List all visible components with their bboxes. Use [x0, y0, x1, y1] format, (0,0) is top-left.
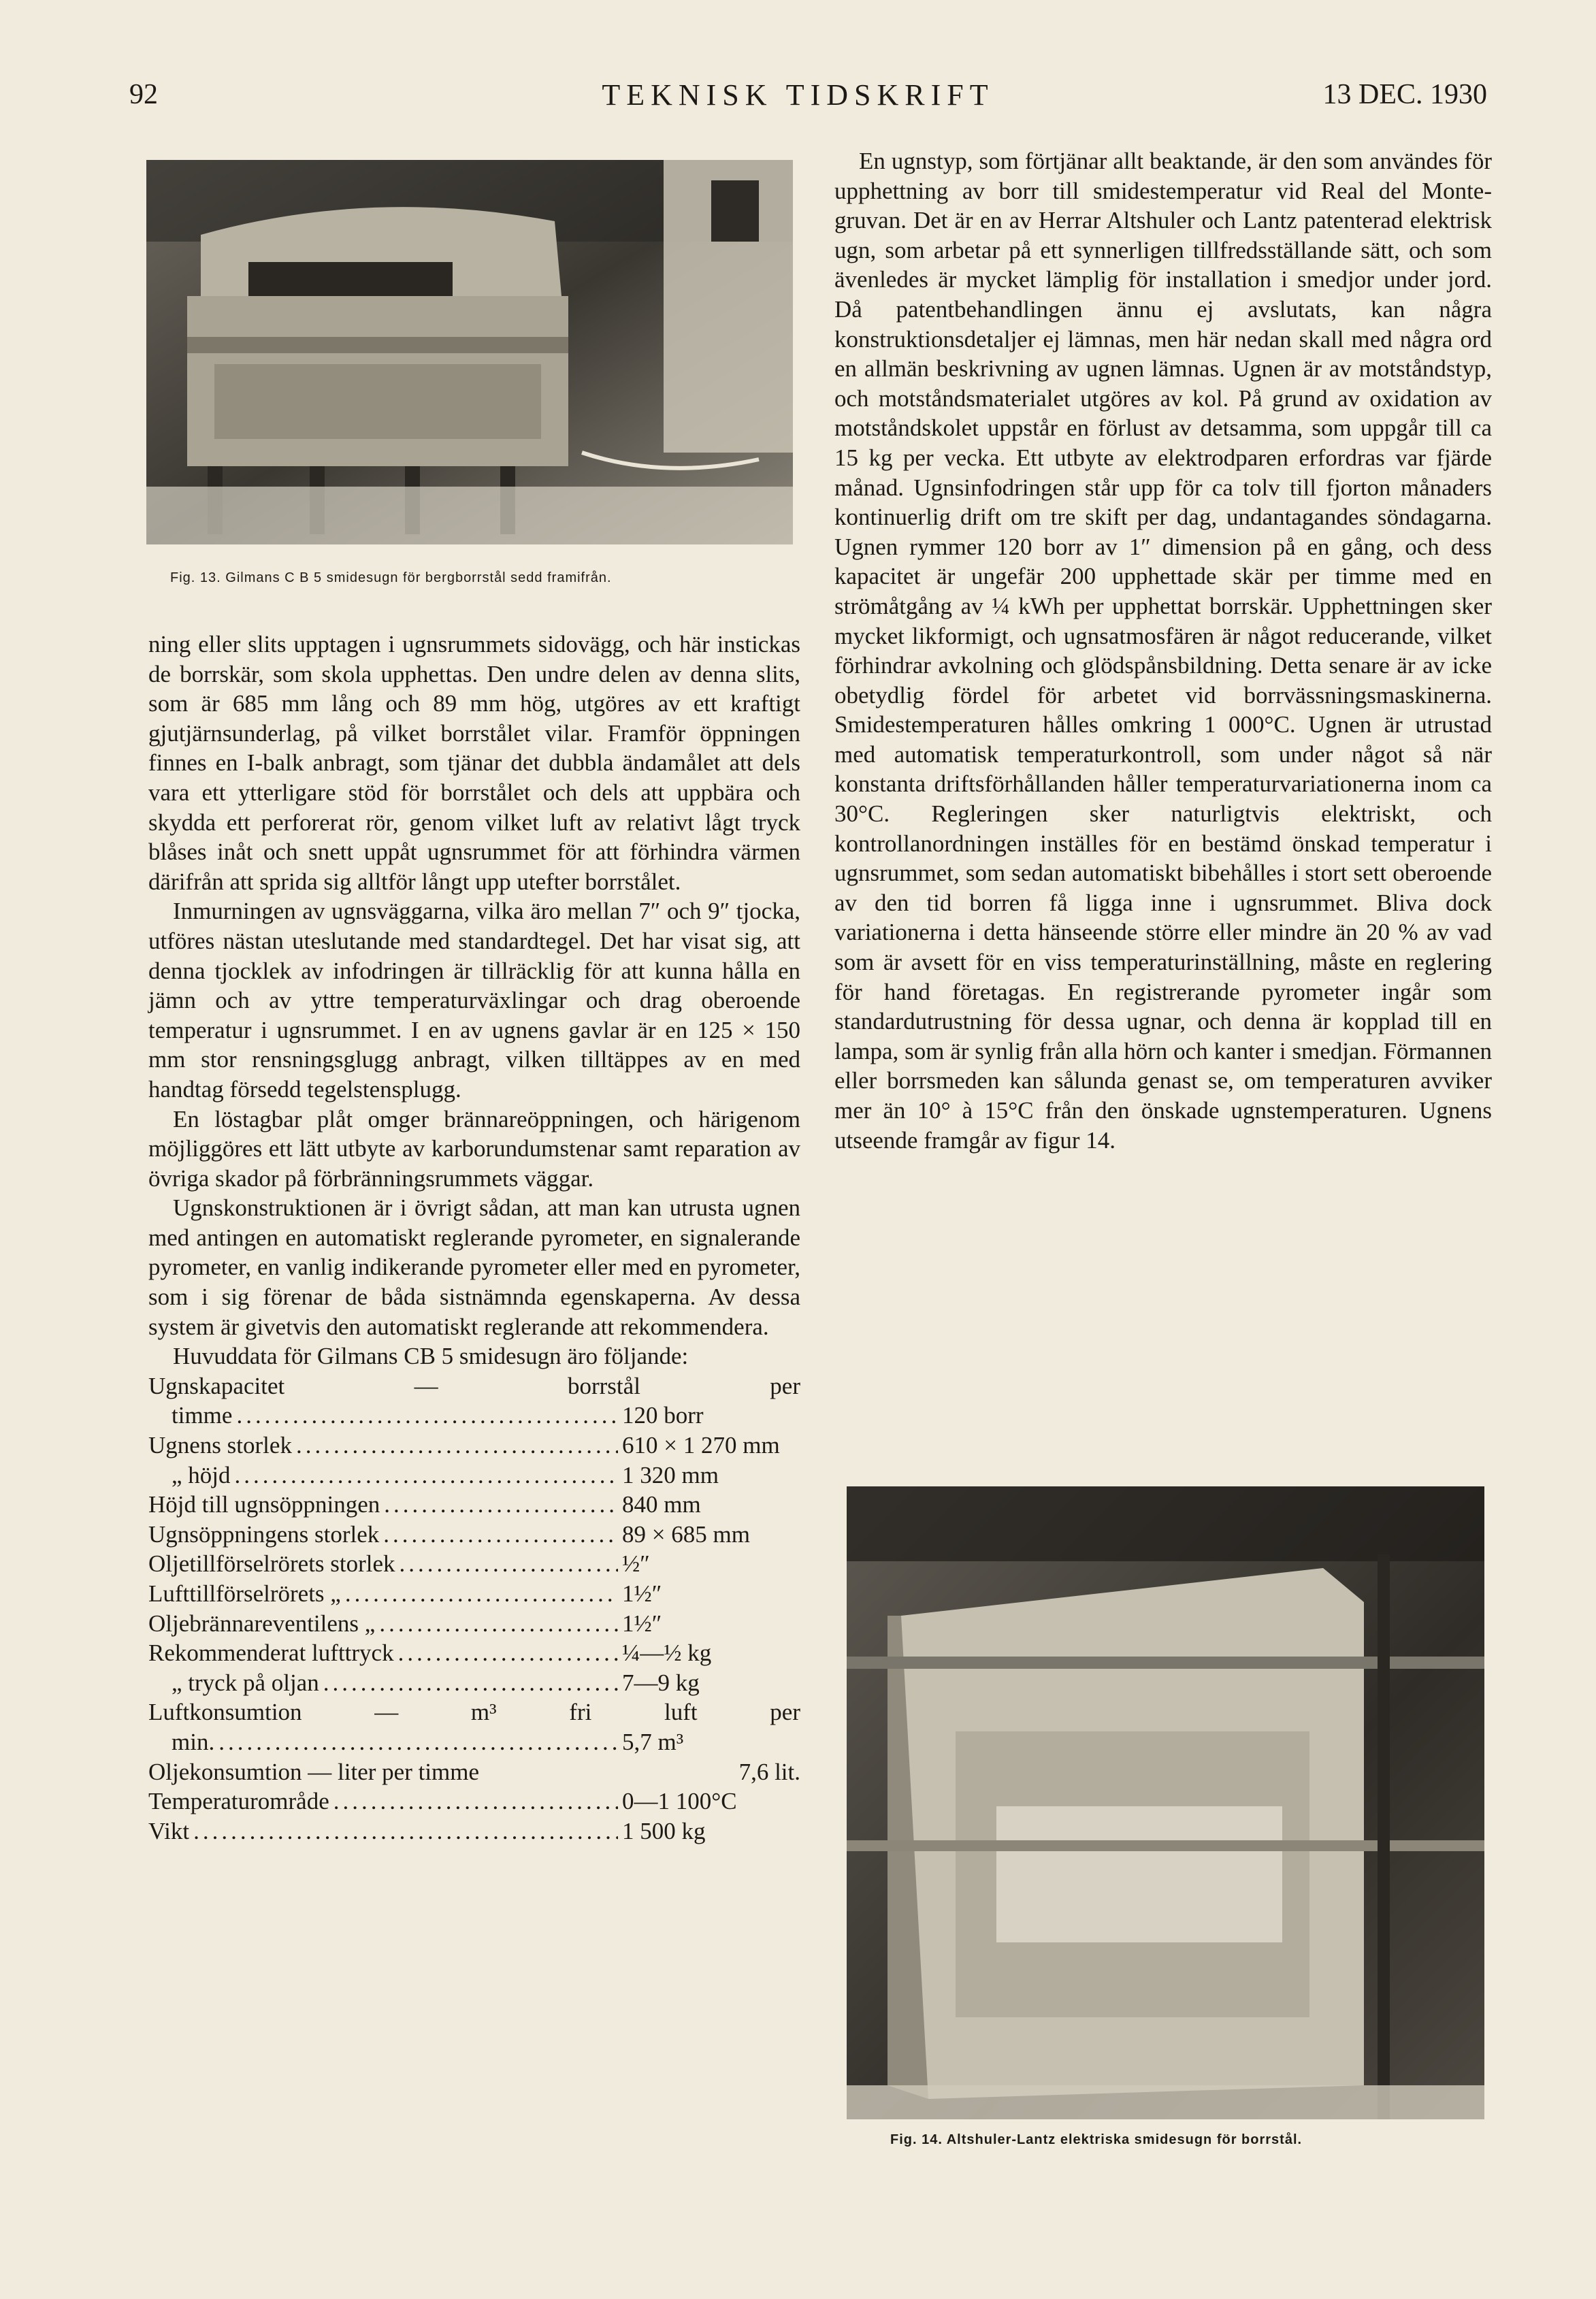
spec-value: 840 mm [622, 1491, 701, 1518]
spec-label: Oljekonsumtion — liter per timme [148, 1758, 480, 1785]
spec-value: 1½″ [622, 1610, 662, 1637]
left-paragraph-3: En löstagbar plåt omger brännareöppningen, och härigenom möjliggöres ett lätt utbyte av karborundumstenar samt reparation av övriga skador på förbränningsrummets väggar. [148, 1105, 800, 1192]
spec-row [148, 1668, 800, 1698]
figure-14-caption: Fig. 14. Altshuler-Lantz elektriska smidesugn för borrstål. [890, 2132, 1303, 2147]
spec-row [148, 1371, 800, 1401]
page-number: 92 [129, 79, 158, 110]
spec-value: 5,7 m³ [622, 1728, 684, 1755]
figure-13-photo [146, 160, 793, 544]
spec-label: Rekommenderat lufttryck [148, 1640, 394, 1667]
spec-label: Vikt [148, 1817, 190, 1844]
left-paragraph-1: ning eller slits upptagen i ugnsrummets sidovägg, och här instickas de borrskär, som skola upphettas. Den undre delen av denna slits, som är 685 mm lång och 89 mm hög, utgöres av ett kraftigt gjutjärnsunderlag, på vilket borrstålet vilar. Framför öppningen finnes en I-balk anbragt, som tjänar det dubbla ändamålet att dels vara ett ytterligare stöd för borrstålet och dels att uppbära och skydda ett perforerat rör, genom vilket luft av relativt lågt tryck blåses inåt och snett uppåt ugnsrummet för att förhindra värmen därifrån att sprida sig alltför långt upp utefter borrstålet. [148, 631, 800, 895]
spec-row [148, 1431, 800, 1461]
spec-value: 0—1 100°C [622, 1788, 737, 1815]
spec-label: Temperaturområde [148, 1788, 329, 1815]
spec-value: 610 × 1 270 mm [622, 1432, 780, 1459]
spec-label: „ höjd [172, 1461, 231, 1488]
spec-value: 89 × 685 mm [622, 1520, 750, 1548]
spec-value: 1 500 kg [622, 1817, 706, 1844]
spec-row [148, 1638, 800, 1668]
spec-label: Höjd till ugnsöppningen [148, 1491, 380, 1518]
left-paragraph-5: Huvuddata för Gilmans CB 5 smidesugn äro följande: [173, 1343, 689, 1370]
spec-row [148, 1757, 800, 1787]
spec-label: Oljetillförselrörets storlek [148, 1550, 395, 1578]
spec-value: 7—9 kg [622, 1669, 700, 1696]
spec-label: Ugnskapacitet — borrstål per [148, 1372, 800, 1399]
spec-row [148, 1461, 800, 1490]
spec-row [148, 1520, 800, 1550]
spec-row [148, 1816, 800, 1846]
spec-row [148, 1579, 800, 1609]
left-paragraph-4: Ugnskonstruktionen är i övrigt sådan, att man kan utrusta ugnen med antingen en automatiskt reglerande pyrometer, en signalerande pyrometer, en vanlig indikerande pyrometer eller med en pyrometer, som i sig förenar de båda sistnämnda egenskaperna. Av dessa system är givetvis den automatiskt reglerande att rekommendera. [148, 1194, 800, 1340]
left-paragraph-2: Inmurningen av ugnsväggarna, vilka äro mellan 7″ och 9″ tjocka, utföres nästan uteslutande med standardtegel. Det har visat sig, att denna tjocklek av infodringen är tillräcklig för att kunna hålla en jämn och av yttre temperaturväxlingar och drag oberoende temperatur i ugnsrummet. I en av ugnens gavlar är en 125 × 150 mm stor rensningsglugg anbragt, vilken tilltäppes av en med handtag försedd tegelstensplugg. [148, 898, 800, 1103]
spec-row [148, 1697, 800, 1727]
figure-13-caption: Fig. 13. Gilmans C B 5 smidesugn för bergborrstål sedd framifrån. [170, 570, 612, 585]
spec-value: 7,6 lit. [738, 1758, 800, 1785]
journal-title: TEKNISK TIDSKRIFT [602, 78, 994, 112]
spec-label: min. [172, 1728, 215, 1755]
spec-label: Lufttillförselrörets „ [148, 1580, 341, 1607]
left-column [148, 630, 800, 1846]
spec-value: 120 borr [622, 1402, 704, 1429]
spec-value: 1½″ [622, 1580, 662, 1607]
spec-row [148, 1727, 800, 1757]
spec-value: ½″ [622, 1550, 650, 1578]
spec-row [148, 1787, 800, 1816]
spec-row [148, 1490, 800, 1520]
issue-date: 13 DEC. 1930 [1322, 79, 1487, 110]
spec-label: Ugnens storlek [148, 1432, 292, 1459]
spec-label: Luftkonsumtion — m³ fri luft per [148, 1699, 800, 1726]
spec-row [148, 1609, 800, 1639]
spec-value: ¼—½ kg [622, 1640, 712, 1667]
spec-label: „ tryck på oljan [172, 1669, 319, 1696]
spec-label: timme [172, 1402, 233, 1429]
figure-14-photo [847, 1486, 1484, 2119]
spec-row [148, 1549, 800, 1579]
spec-row [148, 1401, 800, 1431]
spec-table [148, 1371, 800, 1846]
spec-label: Ugnsöppningens storlek [148, 1520, 380, 1548]
right-column [834, 146, 1492, 1155]
spec-value: 1 320 mm [622, 1461, 719, 1488]
spec-label: Oljebrännareventilens „ [148, 1610, 376, 1637]
right-paragraph-1: En ugnstyp, som förtjänar allt beaktande, är den som användes för upphettning av borr till smidestemperatur vid Real del Monte-gruvan. Det är en av Herrar Altshuler och Lantz patenterad elektrisk ugn, som arbetar på ett synnerligen tillfredsställande sätt, och som ävenledes är mycket lämplig för installation i smedjor under jord. Då patentbehandlingen ännu ej avslutats, kan några konstruktionsdetaljer ej lämnas, men här nedan skall med några ord en allmän beskrivning av ugnen lämnas. Ugnen är av motståndstyp, och motståndsmaterialet utgöres av kol. På grund av oxidation av motståndskolet uppstår en förlust av detsamma, som uppgår till ca 15 kg per vecka. Ett utbyte av elektrodparen erfordras var fjärde månad. Ugnsinfodringen står upp för ca tolv till fjorton månaders kontinuerlig drift om tre skift per dag, undantagandes söndagarna. Ugnen rymmer 120 borr av 1″ dimension på en gång, och dess kapacitet är ungefär 200 upphettade skär per timme med en strömåtgång av ¼ kWh per upphettat borrskär. Upphettningen sker mycket likformigt, och ugnsatmosfären är något reducerande, vilket förhindrar avkolning och glödspånsbildning. Detta senare är av icke obetydlig fördel för arbetet vid borrvässningsmaskinerna. Smidestemperaturen hålles omkring 1 000°C. Ugnen är utrustad med automatisk temperaturkontroll, som under något så när konstanta driftsförhållanden håller temperaturvariationerna inom ca 30°C. Regleringen sker naturligtvis elektriskt, och kontrollanordningen inställes för en bestämd önskad temperatur i ugnsrummet, som sedan automatiskt bibehålles i stort sett oberoende av den tid borren få ligga inne i ugnsrummet. Bliva dock variationerna i detta hänseende större eller mindre än 20 % av vad som är avsett för en viss temperaturinställning, måste en reglering för hand företagas. En registrerande pyrometer ingår som standardutrustning för dessa ugnar, och denna är kopplad till en lampa, som är synlig från alla hörn och kanter i smedjan. Förmannen eller borrsmeden kan sålunda genast se, om temperaturen avviker mer än 10° à 15°C från den önskade ugnstemperaturen. Ugnens utseende framgår av figur 14. [834, 148, 1492, 1154]
